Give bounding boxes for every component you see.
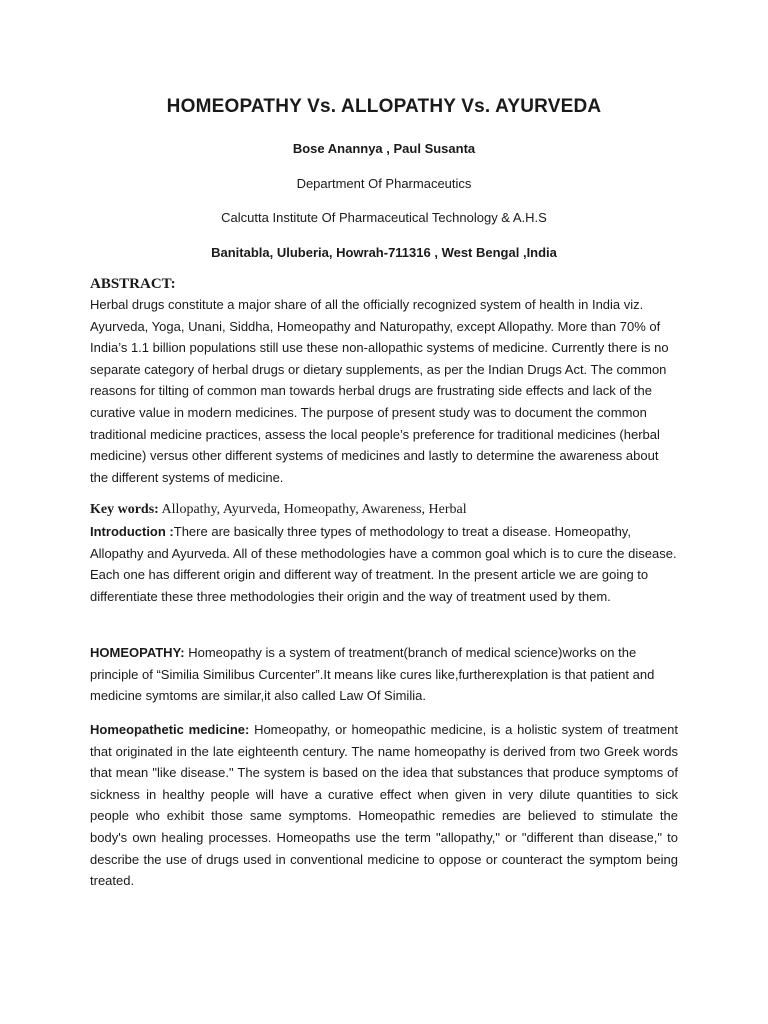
- paper-title: HOMEOPATHY Vs. ALLOPATHY Vs. AYURVEDA: [166, 96, 602, 117]
- abstract-text: Herbal drugs constitute a major share of all the officially recognized system of health in India viz. Ayurveda, Yoga, Unani, Siddha, Homeopathy and Naturopathy, except Allopathy. More than 70% of India’s 1.1 billion populations still use these non-allopathic systems of medicine. Currently there is no separate category of herbal drugs or dietary supplements, as per the Indian Drugs Act. The common reasons for tilting of common man towards herbal drugs are frustrating side effects and lack of the curative value in modern medicines. The purpose of present study was to document the common traditional medicine practices, assess the local people’s preference for traditional medicines (herbal medicine) versus other different systems of medicines and lastly to determine the awareness about the different systems of medicine.: [90, 297, 669, 485]
- homeopathic-medicine-label: Homeopathetic medicine:: [90, 722, 250, 737]
- introduction-label: Introduction :: [90, 524, 174, 539]
- homeopathy-paragraph: [90, 642, 678, 707]
- keywords: [90, 502, 690, 518]
- authors: Bose Anannya , Paul Susanta: [292, 141, 476, 156]
- abstract-heading: ABSTRACT:: [90, 276, 176, 292]
- address: Banitabla, Uluberia, Howrah-711316 , West Bengal ,India: [211, 245, 557, 260]
- homeopathic-medicine-text: Homeopathy, or homeopathic medicine, is a holistic system of treatment that originated in the late eighteenth century. The name homeopathy is derived from two Greek words that mean "like disease." The system is based on the idea that substances that produce symptoms of sickness in healthy people will have a curative effect when given in very dilute quantities to sick people who exhibit those same symptoms. Homeopathic remedies are believed to stimulate the body's own healing processes. Homeopaths use the term "allopathy," or "different than disease," to describe the use of drugs used in conventional medicine to oppose or counteract the symptom being treated.: [90, 722, 678, 889]
- institute: Calcutta Institute Of Pharmaceutical Technology & A.H.S: [221, 210, 547, 225]
- homeopathic-medicine-paragraph: [90, 719, 678, 892]
- homeopathy-text: Homeopathy is a system of treatment(branch of medical science)works on the principle of “Similia Similibus Curcenter”.It means like cures like,furtherexplation is that patient and medicine symtoms are similar,it also called Law Of Similia.: [90, 645, 655, 704]
- homeopathy-label: HOMEOPATHY:: [90, 645, 185, 660]
- keywords-text: Allopathy, Ayurveda, Homeopathy, Awareness, Herbal: [158, 502, 467, 517]
- department: Department Of Pharmaceutics: [296, 176, 472, 191]
- introduction-paragraph: [90, 521, 678, 607]
- keywords-label: Key words:: [90, 502, 159, 517]
- introduction-text: There are basically three types of methodology to treat a disease. Homeopathy, Allopathy and Ayurveda. All of these methodologies have a common goal which is to cure the disease. Each one has different origin and different way of treatment. In the present article we are going to differentiate these three methodologies their origin and the way of treatment used by them.: [90, 524, 677, 604]
